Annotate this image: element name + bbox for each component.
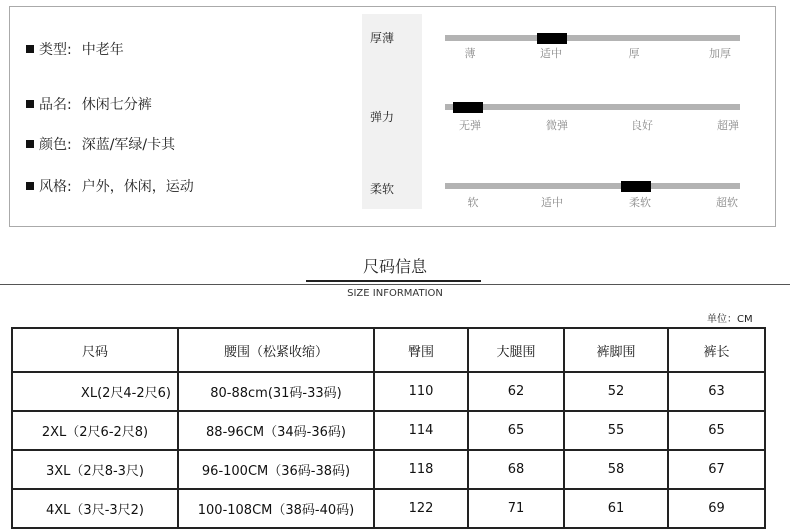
table-cell: 114 xyxy=(374,411,468,450)
size-table xyxy=(11,327,766,529)
scale-tick: 加厚 xyxy=(709,47,731,60)
scale-tick: 微弹 xyxy=(546,119,568,132)
attribute-value: 户外，休闲，运动 xyxy=(81,179,194,195)
attribute-color xyxy=(26,134,175,154)
scale-tick: 软 xyxy=(467,196,479,209)
table-cell: 62 xyxy=(468,372,564,411)
bullet-square-icon xyxy=(26,100,34,108)
header-waist: 腰围（松紧收缩） xyxy=(178,328,374,372)
section-divider xyxy=(0,284,790,285)
softness-scale-marker xyxy=(621,181,651,192)
table-cell: 4XL（3尺-3尺2) xyxy=(12,489,178,528)
table-cell: 71 xyxy=(468,489,564,528)
size-section-title: 尺码信息 xyxy=(362,257,427,276)
scale-tick: 超弹 xyxy=(717,119,739,132)
table-cell: 110 xyxy=(374,372,468,411)
table-cell: 96-100CM（36码-38码) xyxy=(178,450,374,489)
bullet-square-icon xyxy=(26,140,34,148)
table-cell: 61 xyxy=(564,489,668,528)
attribute-type xyxy=(26,39,124,59)
attribute-value: 休闲七分裤 xyxy=(81,97,152,113)
scale-tick: 适中 xyxy=(541,196,563,209)
table-header-row xyxy=(12,328,765,372)
table-row xyxy=(12,489,765,528)
table-cell: 100-108CM（38码-40码) xyxy=(178,489,374,528)
table-cell: 63 xyxy=(668,372,765,411)
table-cell: 118 xyxy=(374,450,468,489)
table-cell: 65 xyxy=(468,411,564,450)
elasticity-scale-marker xyxy=(453,102,483,113)
bullet-square-icon xyxy=(26,182,34,190)
unit-label: 单位：CM xyxy=(707,314,753,325)
scale-name-elasticity: 弹力 xyxy=(370,110,395,124)
title-underline xyxy=(306,280,481,282)
attribute-label: 类型: xyxy=(39,42,72,58)
scale-tick: 柔软 xyxy=(629,196,651,209)
header-length: 裤长 xyxy=(668,328,765,372)
table-cell: 80-88cm(31码-33码) xyxy=(178,372,374,411)
table-cell: 122 xyxy=(374,489,468,528)
table-cell: 88-96CM（34码-36码) xyxy=(178,411,374,450)
header-hip: 臀围 xyxy=(374,328,468,372)
thickness-scale-bar xyxy=(445,35,740,41)
bullet-square-icon xyxy=(26,45,34,53)
elasticity-scale-bar xyxy=(445,104,740,110)
table-cell: 52 xyxy=(564,372,668,411)
scale-name-thickness: 厚薄 xyxy=(370,31,395,45)
header-thigh: 大腿围 xyxy=(468,328,564,372)
attribute-value: 中老年 xyxy=(81,42,124,58)
table-row xyxy=(12,411,765,450)
table-cell: 3XL（2尺8-3尺) xyxy=(12,450,178,489)
table-cell: 65 xyxy=(668,411,765,450)
attribute-style xyxy=(26,176,194,196)
attribute-product-name xyxy=(26,94,152,114)
scale-tick: 良好 xyxy=(631,119,653,132)
table-cell: 58 xyxy=(564,450,668,489)
scale-name-softness: 柔软 xyxy=(370,182,395,196)
table-cell: 55 xyxy=(564,411,668,450)
scale-tick: 厚 xyxy=(628,47,640,60)
table-cell: 68 xyxy=(468,450,564,489)
attribute-label: 品名: xyxy=(39,97,72,113)
header-leg-opening: 裤脚围 xyxy=(564,328,668,372)
table-cell: 2XL（2尺6-2尺8) xyxy=(12,411,178,450)
table-row xyxy=(12,450,765,489)
scale-tick: 薄 xyxy=(464,47,476,60)
scale-tick: 超软 xyxy=(716,196,738,209)
attribute-label: 颜色: xyxy=(39,137,72,153)
thickness-scale-marker xyxy=(537,33,567,44)
table-cell: 67 xyxy=(668,450,765,489)
softness-scale-bar xyxy=(445,183,740,189)
table-cell: XL(2尺4-2尺6) xyxy=(12,372,178,411)
attribute-label: 风格: xyxy=(39,179,72,195)
table-row xyxy=(12,372,765,411)
header-size: 尺码 xyxy=(12,328,178,372)
scale-tick: 无弹 xyxy=(459,119,481,132)
scale-tick: 适中 xyxy=(540,47,562,60)
attribute-value: 深蓝/军绿/卡其 xyxy=(81,137,176,153)
size-section-subtitle: SIZE INFORMATION xyxy=(347,288,443,299)
table-cell: 69 xyxy=(668,489,765,528)
